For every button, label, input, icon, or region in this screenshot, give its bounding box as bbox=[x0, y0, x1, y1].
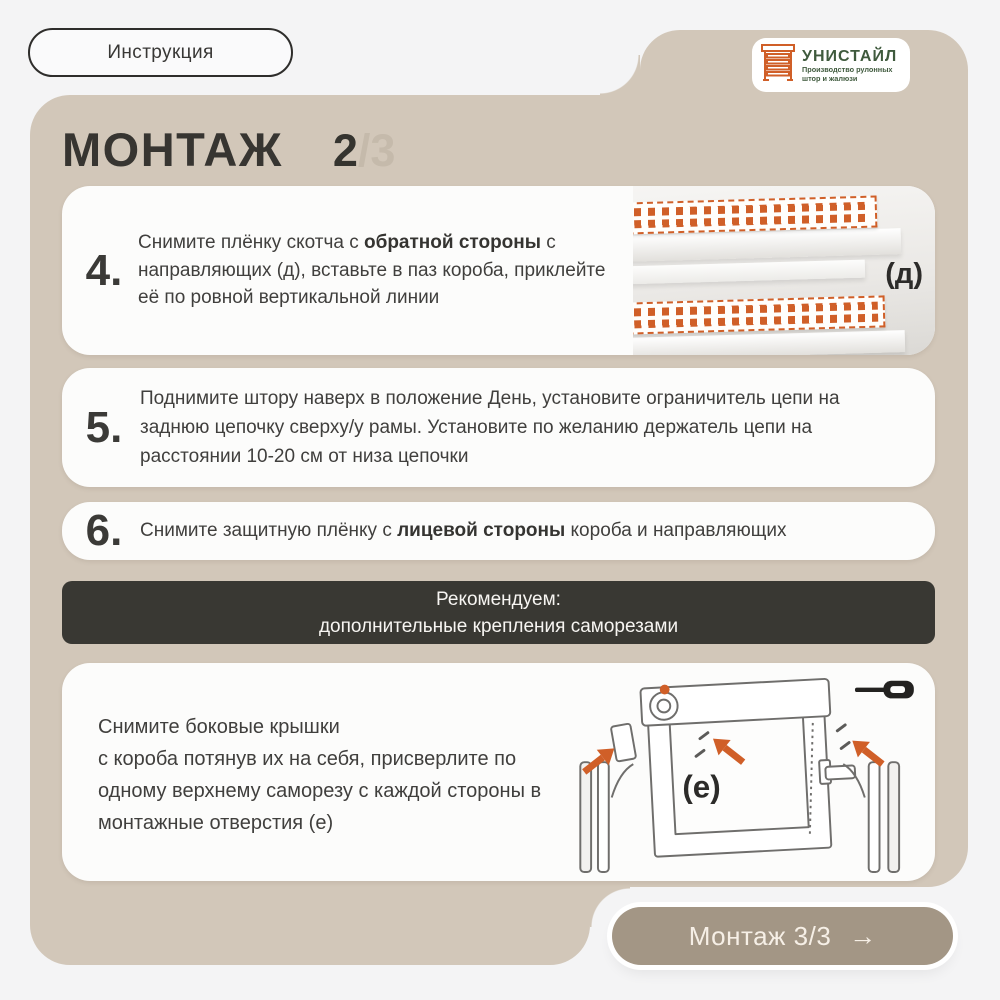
step-6-text-start: Снимите защитную плёнку с bbox=[140, 520, 398, 542]
next-page-button[interactable] bbox=[612, 907, 953, 965]
recommendation-banner bbox=[62, 581, 935, 644]
page-number-total: /3 bbox=[357, 125, 396, 176]
step-6-number: 6. bbox=[85, 506, 123, 555]
brand-logo bbox=[752, 38, 910, 92]
brand-text-block bbox=[802, 48, 897, 83]
tape-dash-row bbox=[634, 214, 870, 229]
recommendation-line1: Рекомендуем: bbox=[436, 588, 561, 610]
blinds-icon bbox=[761, 43, 795, 88]
figure-d-label: (д) bbox=[885, 258, 923, 290]
recommendation-line2: дополнительные крепления саморезами bbox=[318, 615, 679, 637]
step-4-number: 4. bbox=[85, 245, 123, 295]
step-6-text-bold: лицевой стороны bbox=[397, 520, 566, 542]
brand-name: УНИСТАЙЛ bbox=[802, 47, 898, 65]
final-step-line1: Снимите боковые крышки bbox=[98, 716, 340, 738]
step-4-card bbox=[62, 186, 935, 355]
panel-fillet-top bbox=[600, 55, 640, 95]
arrow-right-icon: → bbox=[849, 920, 877, 951]
step-5-text: Поднимите штору наверх в положение День, установите ограничитель цепи на заднюю цепочку сверху/у рамы. Установите по желанию держатель цепи на расстоянии 10-20 см от низа цепочки bbox=[140, 388, 840, 467]
step-6-card bbox=[62, 502, 935, 560]
step-4-text bbox=[138, 229, 610, 312]
title-row bbox=[62, 122, 395, 177]
step-5-number: 5. bbox=[85, 402, 123, 452]
instruction-tag-label: Инструкция bbox=[107, 41, 214, 63]
final-step-text bbox=[98, 711, 558, 839]
figure-e-label: (е) bbox=[682, 769, 721, 805]
step-4-text-start: Снимите плёнку скотча с bbox=[138, 232, 364, 254]
instruction-tag bbox=[28, 28, 293, 77]
screwdriver-icon bbox=[855, 681, 914, 699]
step-4-text-end: с направляющих (д), вставьте в паз короба, приклейте её по ровной вертикальной линии bbox=[138, 232, 606, 309]
rails-photo bbox=[633, 186, 935, 355]
step-6-text bbox=[140, 517, 786, 545]
adhesive-tape-strip bbox=[633, 196, 877, 235]
step-6-text-end: короба и направляющих bbox=[565, 520, 787, 542]
step-5-card bbox=[62, 368, 935, 487]
rail-surface bbox=[633, 330, 905, 355]
tape-dash-row bbox=[634, 314, 878, 329]
final-step-card bbox=[62, 663, 935, 881]
brand-subtitle-line1: Производство рулонных bbox=[802, 64, 893, 74]
brand-subtitle-line2: штор и жалюзи bbox=[802, 73, 858, 83]
adhesive-tape-strip bbox=[633, 295, 885, 334]
step-4-text-bold: обратной стороны bbox=[363, 232, 541, 254]
next-page-label: Монтаж 3/3 bbox=[688, 920, 832, 951]
rail-surface bbox=[633, 260, 865, 285]
installation-diagram bbox=[573, 668, 929, 874]
roll-marker bbox=[660, 685, 670, 695]
page-number-current: 2 bbox=[332, 125, 358, 176]
page-title: МОНТАЖ bbox=[62, 123, 283, 176]
final-step-line2: с короба потянув их на себя, присверлите по одному верхнему саморезу с каждой стороны в монтажные отверстия (е) bbox=[98, 748, 542, 834]
